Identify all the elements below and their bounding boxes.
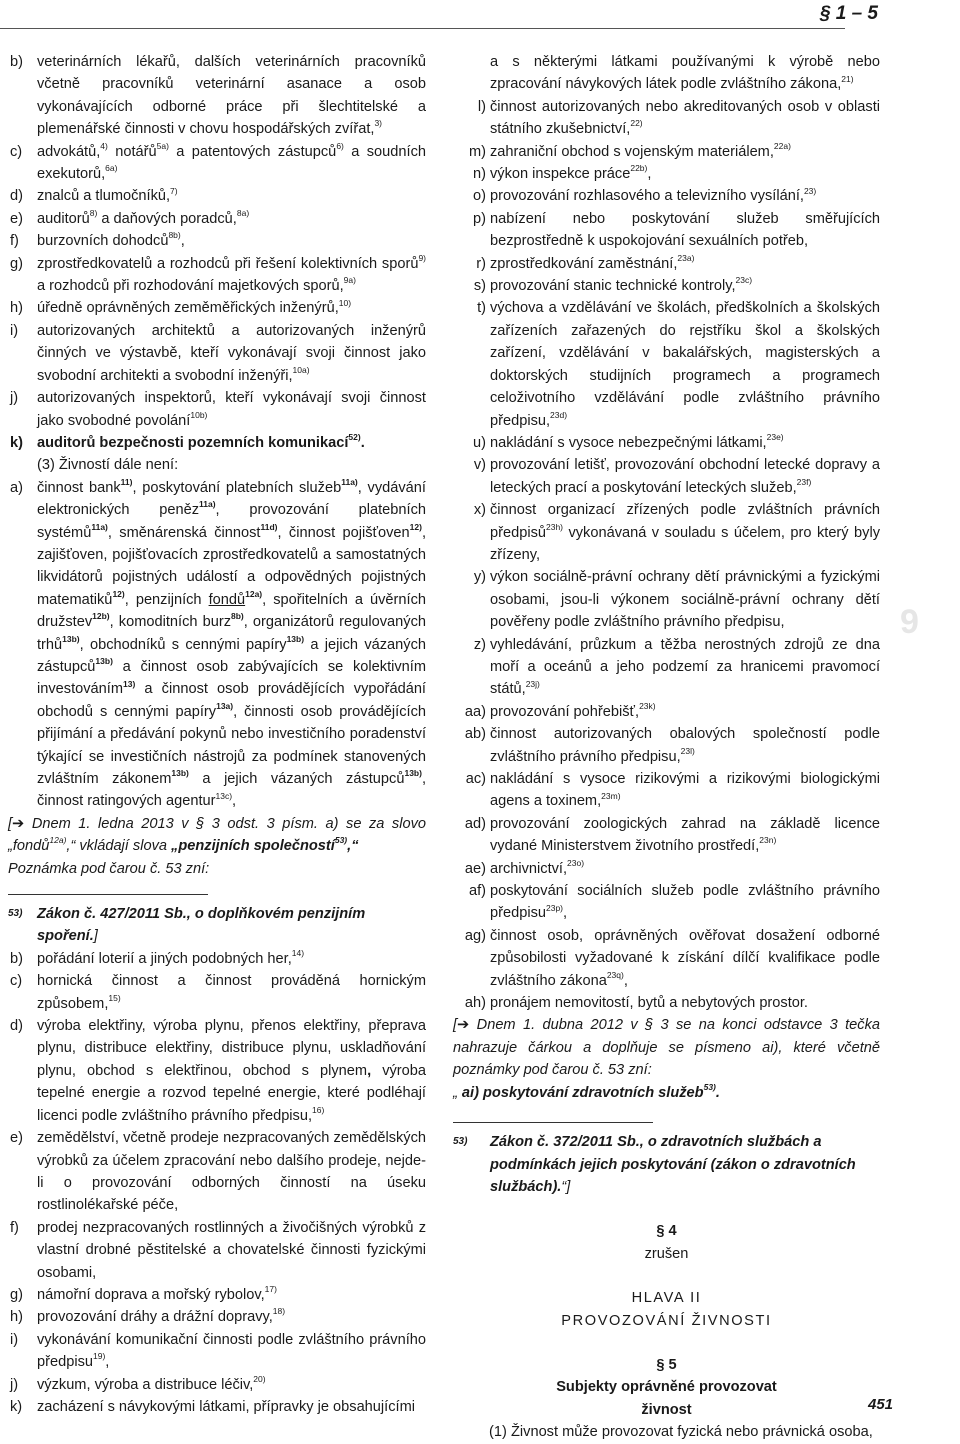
list-item-label: c) xyxy=(10,143,23,160)
list-item-text: činnost osob, oprávněných ověřovat dosažení odborné způsobilosti vyžadované k získání dílčí kvalifikace podle zvláštního zákona$^{23q)}$, xyxy=(490,927,880,989)
list-item xyxy=(453,297,880,431)
list-item-label: n) xyxy=(473,166,486,183)
list-item xyxy=(8,1396,426,1418)
list-item-label: e) xyxy=(10,210,23,227)
list-item-label: g) xyxy=(10,255,23,272)
section-5-title: § 5 xyxy=(656,1356,677,1373)
list-item xyxy=(453,858,880,880)
list-item xyxy=(8,185,426,207)
list-item xyxy=(453,454,880,499)
list-item xyxy=(8,230,426,252)
list-item-label: g) xyxy=(10,1286,23,1303)
page-header xyxy=(0,0,960,36)
list-item xyxy=(8,970,426,1015)
list-item xyxy=(453,813,880,858)
list-item-label: f) xyxy=(10,1219,19,1236)
list-item xyxy=(453,432,880,454)
list-item-label: i) xyxy=(10,322,19,339)
footnote-rule-right xyxy=(453,1122,653,1123)
list-item xyxy=(453,566,880,633)
list-item xyxy=(8,253,426,298)
chapter-subtitle: PROVOZOVÁNÍ ŽIVNOSTI xyxy=(561,1312,772,1329)
list-item xyxy=(8,1127,426,1217)
list-item xyxy=(453,880,880,925)
list-item-text: vyhledávání, průzkum a těžba nerostných zdrojů ze dna moří a oceánů a jeho podzemí za hranicemi pravomocí států,$^{23j)}$ xyxy=(490,636,880,698)
list-item-text: zprostředkovatelů a rozhodců při řešení kolektivních sporů$^{9)}$ a rozhodců při rozhodování majetkových sporů,$^{9a)}$ xyxy=(37,252,426,295)
list-item-label: h) xyxy=(10,1309,23,1326)
list-item-label: j) xyxy=(10,390,19,407)
footnote-53: 53) Zákon č. 427/2011 Sb., o doplňkovém penzijním spoření.] xyxy=(8,906,366,945)
list-item-label: h) xyxy=(10,300,23,317)
list-item-text: veterinárních lékařů, dalších veterinárních pracovníků včetně pracovníků veterinární asanace a osob vykonávajících odborné práce při šlechtitelské a plemenářské činnosti v chovu hospodářských zvířat,$^{3)}$ xyxy=(37,54,426,138)
list-item-text: autorizovaných architektů a autorizovaných inženýrů činných ve výstavbě, kteří vykonávají svoji činnost jako svobodní architekti a svobodní inženýři,$^{10a)}$ xyxy=(37,322,426,384)
list-item xyxy=(8,1374,426,1396)
list-item-text: pořádání loterií a jiných podobných her,$^{14)}$ xyxy=(37,947,305,967)
list-item-text: činnost autorizovaných obalových společností podle zvláštního právního předpisu,$^{23l)}$ xyxy=(490,726,880,765)
section-4-repealed: zrušen xyxy=(644,1245,689,1262)
list-item-label: f) xyxy=(10,233,19,250)
footnote-53-right: 53) Zákon č. 372/2011 Sb., o zdravotních službách a podmínkách jejich poskytování (zákon o zdravotních službách).“] xyxy=(453,1134,856,1195)
list-item-text: advokátů,$^{4)}$ notářů$^{5a)}$ a patentových zástupců$^{6)}$ a soudních exekutorů,$^{6a)}$ xyxy=(37,140,426,183)
list-item-text: hornická činnost a činnost prováděná hornickým způsobem,$^{15)}$ xyxy=(37,973,426,1012)
list-item-text: výroba elektřiny, výroba plynu, přenos elektřiny, přeprava plynu, distribuce elektřiny, distribuce plynu, uskladňování plynu, obchod s elektřinou, obchod s plynem, výroba tepelné energie a rozvod tepelné energie, které podléhají licenci podle zvláštního právního předpisu,$^{16)}$ xyxy=(37,1018,427,1124)
list-item-label: ae) xyxy=(464,860,486,877)
list-item-text: námořní doprava a mořský rybolov,$^{17)}$ xyxy=(37,1284,277,1303)
list-item-label: z) xyxy=(473,636,486,653)
list-item xyxy=(8,141,426,186)
list-item xyxy=(453,185,880,207)
list-item-text: autorizovaných inspektorů, kteří vykonávají svoji činnost jako svobodné povolání$^{10b)}$ xyxy=(37,390,426,429)
list-item xyxy=(8,1217,426,1284)
list-item-text: burzovních dohodců$^{8b)}$, xyxy=(37,230,185,250)
list-item-label: l) xyxy=(477,98,486,115)
list-item-label: k) xyxy=(10,1398,23,1415)
list-item-text: zacházení s návykovými látkami, přípravky je obsahujícími xyxy=(37,1398,415,1415)
list-item xyxy=(8,948,426,970)
list-item-label: ad) xyxy=(464,815,486,832)
list-item-a: a) činnost bank$^{11)}$, poskytování platebních služeb$^{11a)}$, vydávání elektronických peněz$^{11a)}$, provozování platebních systémů$^{11a)}$, směnárenská činnost$^{11d)}$, činnost pojišťoven$^{12)}$, zajišťoven, pojišťovacích zprostředkovatelů a samostatných likvidátorů pojistných událostí a odpovědných pojistných matematiků$^{12)}$, penzijních fondů$^{12a)}$, spořitelních a úvěrních družstev$^{12b)}$, komoditních burz$^{8b)}$, organizátorů regulovaných trhů$^{13b)}$, obchodníků s cennými papíry$^{13b)}$ a jejich vázaných zástupců$^{13b)}$ a činnost osob zabývajících se kolektivním investováním$^{13)}$ a činnost osob provádějících vypořádání obchodů s cennými papíry$^{13a)}$, činnosti osob provádějících přijímání a předávání pokynů nebo investičního poradenství týkající se investičních nástrojů za podmínek stanovených zvláštním zákonem$^{13b)}$ a jejich vázaných zástupců$^{13b)}$, činnost ratingových agentur$^{13c)}$, xyxy=(10,476,427,810)
list-item-label: d) xyxy=(10,1018,23,1035)
list-item-text: poskytování sociálních služeb podle zvláštního právního předpisu$^{23p)}$, xyxy=(490,883,880,922)
list-item-text: provozování stanic technické kontroly,$^{23c)}$ xyxy=(490,275,753,295)
footnote-rule xyxy=(8,894,208,895)
amendment-note-right: [➔ Dnem 1. dubna 2012 v § 3 se na konci odstavce 3 tečka nahrazuje čárkou a doplňuje se písmeno ai), které včetně poznámky pod čarou č. 53 zní: xyxy=(453,1017,880,1079)
list-item-text: archivnictví,$^{23o)}$ xyxy=(490,857,585,877)
list-item-label: ah) xyxy=(464,995,486,1012)
list-item xyxy=(453,634,880,701)
list-item xyxy=(453,253,880,275)
list-item xyxy=(8,1306,426,1328)
list-item xyxy=(8,51,426,141)
right-column xyxy=(453,51,880,1444)
list-item-text: auditorů$^{8)}$ a daňových poradců,$^{8a)}$ xyxy=(37,207,250,227)
list-item-label: p) xyxy=(473,210,486,227)
list-item-label: u) xyxy=(473,434,486,451)
list-item-label: ac) xyxy=(465,771,486,787)
list-item-label: i) xyxy=(10,1331,19,1348)
header-rule xyxy=(0,28,845,29)
list-item-label: x) xyxy=(473,502,486,519)
list-item-label: af) xyxy=(468,883,486,900)
list-item-text: provozování dráhy a drážní dopravy,$^{18)}$ xyxy=(37,1306,286,1326)
list-item xyxy=(8,387,426,432)
list-item-label: aa) xyxy=(464,703,486,720)
amendment-note-footnote-intro: Poznámka pod čarou č. 53 zní: xyxy=(8,860,210,877)
list-item-text: činnost autorizovaných nebo akreditovaných osob v oblasti státního zkušebnictví,$^{22)}$ xyxy=(490,98,880,138)
left-items-list-1 xyxy=(8,51,426,432)
list-item-label: b) xyxy=(10,54,23,70)
list-item-label: b) xyxy=(10,950,23,967)
list-item-text: pronájem nemovitostí, bytů a nebytových prostor. xyxy=(490,995,808,1012)
list-item-label: m) xyxy=(468,143,486,160)
list-item-label: o) xyxy=(473,188,486,205)
list-item-label: t) xyxy=(477,300,486,317)
section-5-heading-line2: živnost xyxy=(641,1401,692,1418)
list-item-label: ab) xyxy=(464,726,486,743)
list-item-label: c) xyxy=(10,973,23,990)
list-item-label: y) xyxy=(473,569,486,586)
list-item xyxy=(453,701,880,723)
list-item-text: provozování letišť, provozování obchodní letecké dopravy a leteckých prací a poskytování leteckých služeb,$^{23f)}$ xyxy=(490,457,880,496)
list-item-text: prodej nezpracovaných rostlinných a živočišných výrobků z vlastní drobné pěstitelské a chovatelské činnosti fyzickými osobami, xyxy=(37,1219,426,1281)
list-item-text: nakládání s vysoce rizikovými a rizikovými biologickými agens a toxinem,$^{23m)}$ xyxy=(490,771,880,810)
list-item-label: d) xyxy=(10,188,23,205)
list-item-text: zprostředkování zaměstnání,$^{23a)}$ xyxy=(490,252,695,272)
amendment-note: [➔ Dnem 1. ledna 2013 v § 3 odst. 3 písm. a) se za slovo „fondů$^{12a)}$,“ vkládají slova „penzijních společností$^{53)}$,“ xyxy=(8,815,426,855)
list-item-text: znalců a tlumočníků,$^{7)}$ xyxy=(37,185,178,205)
list-item xyxy=(453,96,880,141)
list-item-text: vykonávání komunikační činnosti podle zvláštního právního předpisu$^{19)}$, xyxy=(37,1331,426,1371)
list-item-text: výkon sociálně-právní ochrany dětí právnickými a fyzickými osobami, jsou-li výkonem sociálně-právní ochrany dětí pověřeny podle zvláštního právního předpisu, xyxy=(490,569,880,631)
list-item-text: provozování pohřebišť,$^{23k)}$ xyxy=(490,700,656,720)
list-item-text: zahraniční obchod s vojenským materiálem,$^{22a)}$ xyxy=(490,140,791,160)
side-section-marker: 9 xyxy=(900,603,919,641)
list-item-label: s) xyxy=(473,278,486,295)
list-item xyxy=(8,1284,426,1306)
header-section-range: § 1 – 5 xyxy=(819,3,878,24)
page-number: 451 xyxy=(868,1396,894,1413)
section-5-heading-line1: Subjekty oprávněné provozovat xyxy=(556,1379,777,1396)
list-item xyxy=(453,141,880,163)
list-item xyxy=(453,275,880,297)
list-item-text: provozování rozhlasového a televizního vysílání,$^{23)}$ xyxy=(490,185,817,205)
paragraph-3: (3) Živností dále není: xyxy=(37,457,179,474)
list-item-text: výchova a vzdělávání ve školách, předškolních a školských zařízeních zařazených do rejstříku škol a školských zařízení, vzdělávání v bakalářských, magisterských a doktorských studijních programech a programech celoživotního vzdělávání podle zvláštního právního předpisu,$^{23d)}$ xyxy=(490,300,880,429)
list-item-k-bold: k) auditorů bezpečnosti pozemních komunikací$^{52)}$. xyxy=(10,432,365,451)
section-5-paragraph-1: (1) Živnost může provozovat fyzická nebo právnická osoba, xyxy=(489,1424,873,1441)
section-4-title: § 4 xyxy=(656,1223,677,1240)
list-item xyxy=(8,1329,426,1374)
list-item xyxy=(453,723,880,768)
list-item xyxy=(453,163,880,185)
list-item xyxy=(8,297,426,319)
list-item-text: činnost organizací zřízených podle zvláštních právních předpisů$^{23h)}$ vykonávaná v souladu s účelem, pro který byly zřízeny, xyxy=(490,502,880,563)
list-item-text: výkon inspekce práce$^{22b)}$, xyxy=(490,163,652,183)
list-item-text: zemědělství, včetně prodeje nezpracovaných zemědělských výrobků za účelem zpracování nebo dalšího prodeje, nejde-li o provozování odborných činností na úseku rostlinolékařské péče, xyxy=(37,1130,426,1214)
list-item xyxy=(453,768,880,813)
chapter-title: HLAVA II xyxy=(631,1290,702,1307)
list-item xyxy=(453,208,880,253)
list-item-label: v) xyxy=(473,457,486,474)
list-item xyxy=(8,208,426,230)
list-item xyxy=(8,320,426,387)
list-item-label: r) xyxy=(476,255,486,272)
list-item xyxy=(453,499,880,566)
list-item xyxy=(8,1015,426,1127)
list-item-text: výzkum, výroba a distribuce léčiv,$^{20)}$ xyxy=(37,1373,266,1393)
amendment-note-quote: „ ai) poskytování zdravotních služeb$^{53)}$. xyxy=(453,1081,720,1101)
left-column xyxy=(8,51,426,1418)
list-item-label: ag) xyxy=(464,927,486,944)
list-item-k-continued: a s některými látkami používanými k výrobě nebo zpracování návykových látek podle zvláštního zákona,$^{21)}$ xyxy=(490,54,880,93)
list-item-text: nabízení nebo poskytování služeb směřujících bezprostředně k uspokojování sexuálních potřeb, xyxy=(490,210,880,250)
left-items-list-2 xyxy=(8,948,426,1419)
list-item-text: provozování zoologických zahrad na základě licence vydané Ministerstvem životního prostředí,$^{23n)}$ xyxy=(490,815,880,855)
list-item xyxy=(453,925,880,992)
list-item-text: nakládání s vysoce nebezpečnými látkami,$^{23e)}$ xyxy=(490,432,784,451)
list-item-text: úředně oprávněných zeměměřických inženýrů,$^{10)}$ xyxy=(37,297,352,317)
right-items-list xyxy=(453,96,880,1015)
list-item xyxy=(453,992,880,1014)
list-item-label: e) xyxy=(10,1130,23,1147)
list-item-label: j) xyxy=(10,1376,19,1393)
